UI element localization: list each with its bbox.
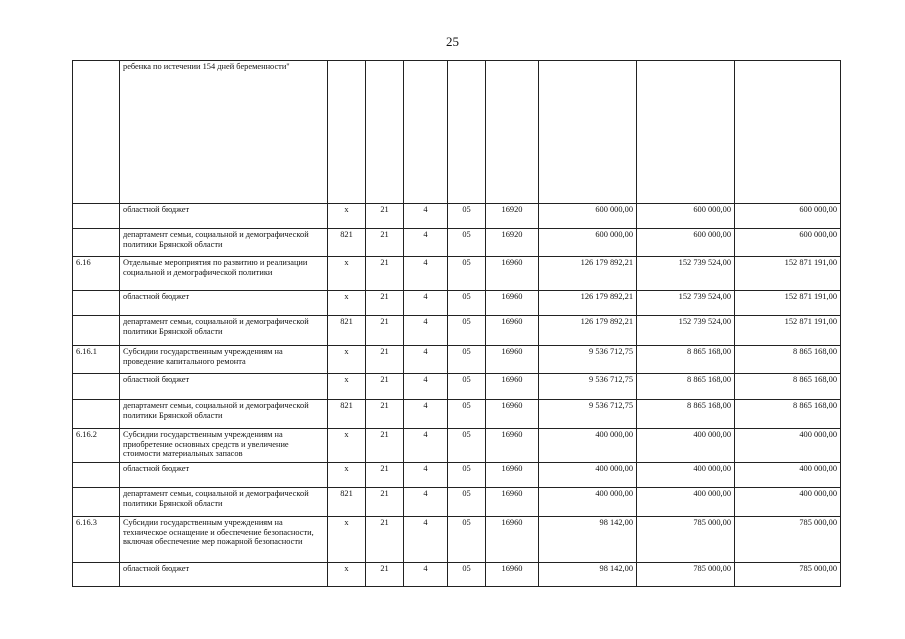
program-cell: 05 [448, 400, 486, 429]
row-number: 6.16 [73, 257, 120, 291]
value-cell-1: 9 536 712,75 [539, 400, 637, 429]
row-name: департамент семьи, социальной и демографической политики Брянской области [120, 488, 328, 517]
value-cell-1: 400 000,00 [539, 429, 637, 463]
table-row [73, 488, 841, 517]
value-cell-1: 98 142,00 [539, 517, 637, 563]
value-cell-2: 600 000,00 [637, 229, 735, 257]
code-cell: 16920 [486, 229, 539, 257]
value-cell-2: 400 000,00 [637, 429, 735, 463]
row-name: Субсидии государственным учреждениям на проведение капитального ремонта [120, 346, 328, 374]
row-name: ребенка по истечении 154 дней беременности" [120, 61, 328, 204]
row-number: 6.16.1 [73, 346, 120, 374]
section-cell: 21 [366, 374, 404, 400]
table-row [73, 429, 841, 463]
row-number [73, 463, 120, 488]
subsection-cell: 4 [404, 346, 448, 374]
code-cell [486, 61, 539, 204]
table-row [73, 463, 841, 488]
section-cell: 21 [366, 316, 404, 346]
grbs-cell: 821 [328, 229, 366, 257]
row-name: Субсидии государственным учреждениям на техническое оснащение и обеспечение безопасности, включая обеспечение мер пожарной безопасности [120, 517, 328, 563]
section-cell: 21 [366, 463, 404, 488]
row-name: областной бюджет [120, 204, 328, 229]
table-row [73, 346, 841, 374]
program-cell: 05 [448, 346, 486, 374]
row-number [73, 316, 120, 346]
table-row [73, 61, 841, 204]
row-name: Субсидии государственным учреждениям на приобретение основных средств и увеличение стоимости материальных запасов [120, 429, 328, 463]
code-cell: 16960 [486, 400, 539, 429]
table-row [73, 517, 841, 563]
value-cell-2: 8 865 168,00 [637, 400, 735, 429]
subsection-cell: 4 [404, 204, 448, 229]
subsection-cell: 4 [404, 374, 448, 400]
code-cell: 16960 [486, 346, 539, 374]
subsection-cell: 4 [404, 429, 448, 463]
grbs-cell: х [328, 429, 366, 463]
grbs-cell: х [328, 204, 366, 229]
grbs-cell: х [328, 291, 366, 316]
code-cell: 16960 [486, 257, 539, 291]
value-cell-3: 600 000,00 [735, 204, 841, 229]
row-name: департамент семьи, социальной и демографической политики Брянской области [120, 400, 328, 429]
code-cell: 16960 [486, 488, 539, 517]
grbs-cell: х [328, 517, 366, 563]
value-cell-2: 400 000,00 [637, 463, 735, 488]
section-cell: 21 [366, 229, 404, 257]
value-cell-3: 8 865 168,00 [735, 374, 841, 400]
section-cell: 21 [366, 429, 404, 463]
value-cell-1: 400 000,00 [539, 488, 637, 517]
row-number [73, 488, 120, 517]
section-cell: 21 [366, 257, 404, 291]
value-cell-2: 8 865 168,00 [637, 346, 735, 374]
budget-table [72, 60, 841, 587]
table-row [73, 291, 841, 316]
value-cell-2: 152 739 524,00 [637, 291, 735, 316]
value-cell-3: 152 871 191,00 [735, 257, 841, 291]
value-cell-3: 400 000,00 [735, 488, 841, 517]
code-cell: 16920 [486, 204, 539, 229]
subsection-cell: 4 [404, 229, 448, 257]
value-cell-3: 8 865 168,00 [735, 400, 841, 429]
value-cell-1: 600 000,00 [539, 204, 637, 229]
row-number [73, 400, 120, 429]
subsection-cell [404, 61, 448, 204]
value-cell-2: 600 000,00 [637, 204, 735, 229]
grbs-cell: х [328, 346, 366, 374]
program-cell: 05 [448, 517, 486, 563]
value-cell-2 [637, 61, 735, 204]
grbs-cell: 821 [328, 400, 366, 429]
table-row [73, 316, 841, 346]
row-number: 6.16.2 [73, 429, 120, 463]
grbs-cell: х [328, 374, 366, 400]
value-cell-2: 8 865 168,00 [637, 374, 735, 400]
subsection-cell: 4 [404, 257, 448, 291]
grbs-cell: х [328, 257, 366, 291]
program-cell: 05 [448, 291, 486, 316]
row-name: областной бюджет [120, 291, 328, 316]
value-cell-1: 126 179 892,21 [539, 291, 637, 316]
value-cell-3: 400 000,00 [735, 429, 841, 463]
value-cell-3: 400 000,00 [735, 463, 841, 488]
subsection-cell: 4 [404, 316, 448, 346]
value-cell-3: 152 871 191,00 [735, 291, 841, 316]
row-number [73, 229, 120, 257]
value-cell-3: 152 871 191,00 [735, 316, 841, 346]
value-cell-1: 9 536 712,75 [539, 374, 637, 400]
value-cell-1 [539, 61, 637, 204]
grbs-cell [328, 61, 366, 204]
code-cell: 16960 [486, 429, 539, 463]
row-number [73, 374, 120, 400]
program-cell: 05 [448, 488, 486, 517]
value-cell-2: 400 000,00 [637, 488, 735, 517]
program-cell: 05 [448, 229, 486, 257]
subsection-cell: 4 [404, 563, 448, 587]
row-number [73, 563, 120, 587]
value-cell-2: 152 739 524,00 [637, 257, 735, 291]
section-cell: 21 [366, 517, 404, 563]
code-cell: 16960 [486, 463, 539, 488]
section-cell: 21 [366, 488, 404, 517]
value-cell-1: 400 000,00 [539, 463, 637, 488]
program-cell: 05 [448, 563, 486, 587]
row-name: Отдельные мероприятия по развитию и реализации социальной и демографической политики [120, 257, 328, 291]
program-cell: 05 [448, 204, 486, 229]
value-cell-2: 785 000,00 [637, 563, 735, 587]
table-row [73, 204, 841, 229]
code-cell: 16960 [486, 316, 539, 346]
program-cell: 05 [448, 257, 486, 291]
program-cell: 05 [448, 316, 486, 346]
program-cell: 05 [448, 429, 486, 463]
row-number: 6.16.3 [73, 517, 120, 563]
value-cell-3: 785 000,00 [735, 517, 841, 563]
value-cell-2: 785 000,00 [637, 517, 735, 563]
row-number [73, 291, 120, 316]
code-cell: 16960 [486, 563, 539, 587]
value-cell-3 [735, 61, 841, 204]
row-name: областной бюджет [120, 374, 328, 400]
section-cell: 21 [366, 291, 404, 316]
grbs-cell: 821 [328, 316, 366, 346]
section-cell [366, 61, 404, 204]
table-row [73, 563, 841, 587]
subsection-cell: 4 [404, 517, 448, 563]
section-cell: 21 [366, 346, 404, 374]
section-cell: 21 [366, 563, 404, 587]
program-cell [448, 61, 486, 204]
subsection-cell: 4 [404, 400, 448, 429]
value-cell-1: 600 000,00 [539, 229, 637, 257]
value-cell-1: 9 536 712,75 [539, 346, 637, 374]
value-cell-3: 600 000,00 [735, 229, 841, 257]
row-name: областной бюджет [120, 563, 328, 587]
program-cell: 05 [448, 374, 486, 400]
table-row [73, 229, 841, 257]
value-cell-3: 8 865 168,00 [735, 346, 841, 374]
section-cell: 21 [366, 204, 404, 229]
value-cell-1: 126 179 892,21 [539, 316, 637, 346]
code-cell: 16960 [486, 517, 539, 563]
value-cell-3: 785 000,00 [735, 563, 841, 587]
value-cell-1: 126 179 892,21 [539, 257, 637, 291]
row-name: областной бюджет [120, 463, 328, 488]
value-cell-2: 152 739 524,00 [637, 316, 735, 346]
row-name: департамент семьи, социальной и демографической политики Брянской области [120, 229, 328, 257]
row-number [73, 204, 120, 229]
grbs-cell: 821 [328, 488, 366, 517]
row-number [73, 61, 120, 204]
page-number: 25 [446, 34, 459, 49]
grbs-cell: х [328, 463, 366, 488]
grbs-cell: х [328, 563, 366, 587]
table-row [73, 257, 841, 291]
subsection-cell: 4 [404, 291, 448, 316]
row-name: департамент семьи, социальной и демографической политики Брянской области [120, 316, 328, 346]
value-cell-1: 98 142,00 [539, 563, 637, 587]
code-cell: 16960 [486, 374, 539, 400]
program-cell: 05 [448, 463, 486, 488]
code-cell: 16960 [486, 291, 539, 316]
section-cell: 21 [366, 400, 404, 429]
table-row [73, 400, 841, 429]
subsection-cell: 4 [404, 463, 448, 488]
table-row [73, 374, 841, 400]
subsection-cell: 4 [404, 488, 448, 517]
